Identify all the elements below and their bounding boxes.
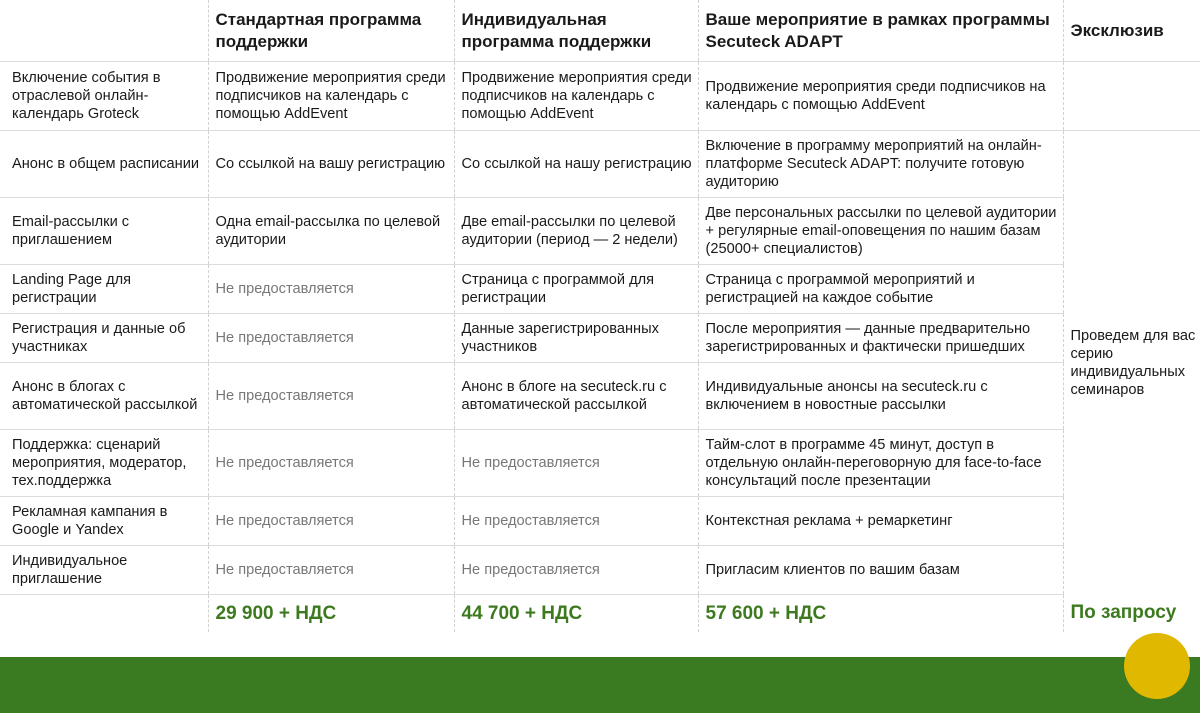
price-exclusive: По запросу — [1063, 595, 1200, 633]
price-adapt: 57 600 + НДС — [698, 595, 1063, 633]
standard-cell: Не предоставляется — [208, 430, 454, 497]
header-adapt: Ваше мероприятие в рамках программы Secuteck ADAPT — [698, 0, 1063, 62]
header-individual: Индивидуальная программа поддержки — [454, 0, 698, 62]
adapt-cell: Включение в программу мероприятий на онлайн-платформе Secuteck ADAPT: получите готовую аудиторию — [698, 131, 1063, 198]
individual-cell: Не предоставляется — [454, 497, 698, 546]
standard-cell: Не предоставляется — [208, 314, 454, 363]
individual-cell: Продвижение мероприятия среди подписчиков на календарь с помощью AddEvent — [454, 62, 698, 131]
adapt-cell: Продвижение мероприятия среди подписчиков на календарь с помощью AddEvent — [698, 62, 1063, 131]
exclusive-note: Проведем для вас серию индивидуальных семинаров — [1063, 131, 1200, 595]
standard-cell: Одна email-рассылка по целевой аудитории — [208, 198, 454, 265]
table-row — [0, 265, 1200, 314]
adapt-cell: Индивидуальные анонсы на secuteck.ru с включением в новостные рассылки — [698, 363, 1063, 430]
standard-cell: Продвижение мероприятия среди подписчиков на календарь с помощью AddEvent — [208, 62, 454, 131]
header-exclusive: Эксклюзив — [1063, 0, 1200, 62]
footer-band — [0, 657, 1200, 713]
individual-cell: Со ссылкой на нашу регистрацию — [454, 131, 698, 198]
standard-cell: Не предоставляется — [208, 497, 454, 546]
price-label-cell — [0, 595, 208, 633]
price-row — [0, 595, 1200, 633]
table-row — [0, 546, 1200, 595]
individual-cell: Анонс в блоге на secuteck.ru с автоматической рассылкой — [454, 363, 698, 430]
adapt-cell: Контекстная реклама + ремаркетинг — [698, 497, 1063, 546]
table-row — [0, 314, 1200, 363]
yellow-circle-decoration — [1124, 633, 1190, 699]
adapt-cell: Тайм-слот в программе 45 минут, доступ в отдельную онлайн-переговорную для face-to-face консультаций после презентации — [698, 430, 1063, 497]
feature-cell: Рекламная кампания в Google и Yandex — [0, 497, 208, 546]
standard-cell: Не предоставляется — [208, 546, 454, 595]
table-row — [0, 131, 1200, 198]
price-individual: 44 700 + НДС — [454, 595, 698, 633]
adapt-cell: Страница с программой мероприятий и регистрацией на каждое событие — [698, 265, 1063, 314]
feature-cell: Email-рассылки с приглашением — [0, 198, 208, 265]
standard-cell: Не предоставляется — [208, 265, 454, 314]
individual-cell: Две email-рассылки по целевой аудитории (период — 2 недели) — [454, 198, 698, 265]
standard-cell: Не предоставляется — [208, 363, 454, 430]
table-row — [0, 198, 1200, 265]
individual-cell: Не предоставляется — [454, 430, 698, 497]
feature-cell: Landing Page для регистрации — [0, 265, 208, 314]
feature-cell: Анонс в блогах с автоматической рассылкой — [0, 363, 208, 430]
individual-cell: Данные зарегистрированных участников — [454, 314, 698, 363]
feature-cell: Анонс в общем расписании — [0, 131, 208, 198]
feature-cell: Включение события в отраслевой онлайн-календарь Groteck — [0, 62, 208, 131]
table-row — [0, 497, 1200, 546]
exclusive-cell — [1063, 62, 1200, 131]
adapt-cell: Две персональных рассылки по целевой аудитории + регулярные email-оповещения по нашим базам (25000+ специалистов) — [698, 198, 1063, 265]
feature-cell: Индивидуальное приглашение — [0, 546, 208, 595]
header-row — [0, 0, 1200, 62]
adapt-cell: После мероприятия — данные предварительно зарегистрированных и фактически пришедших — [698, 314, 1063, 363]
standard-cell: Со ссылкой на вашу регистрацию — [208, 131, 454, 198]
header-standard: Стандартная программа поддержки — [208, 0, 454, 62]
feature-cell: Поддержка: сценарий мероприятия, модератор, тех.поддержка — [0, 430, 208, 497]
header-feature — [0, 0, 208, 62]
individual-cell: Страница с программой для регистрации — [454, 265, 698, 314]
table-row — [0, 430, 1200, 497]
adapt-cell: Пригласим клиентов по вашим базам — [698, 546, 1063, 595]
price-standard: 29 900 + НДС — [208, 595, 454, 633]
table-row — [0, 363, 1200, 430]
individual-cell: Не предоставляется — [454, 546, 698, 595]
table-row — [0, 62, 1200, 131]
feature-cell: Регистрация и данные об участниках — [0, 314, 208, 363]
